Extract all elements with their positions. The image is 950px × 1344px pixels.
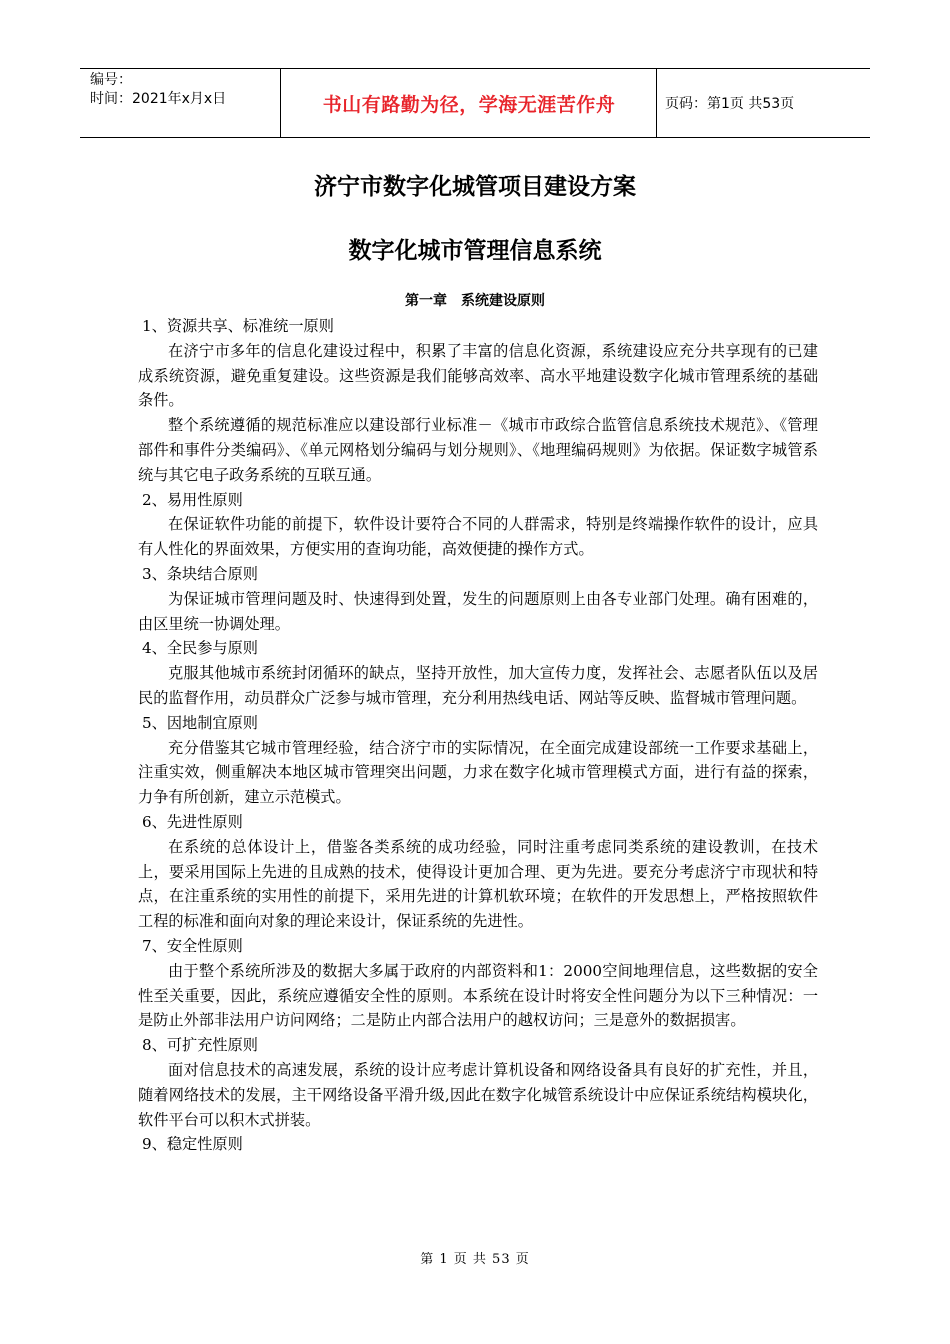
- number-label: 编号：: [90, 72, 132, 88]
- paragraph: 整个系统遵循的规范标准应以建设部行业标准－《城市市政综合监管信息系统技术规范》、《管理部件和事件分类编码》、《单元网格划分编码与划分规则》、《地理编码规则》为依据。保证数字城管系统与其它电子政务系统的互联互通。: [138, 416, 818, 484]
- section-2: [138, 488, 818, 562]
- chapter-heading: 第一章 系统建设原则: [405, 293, 545, 309]
- paragraph: 为保证城市管理问题及时、快速得到处置，发生的问题原则上由各专业部门处理。确有困难的，由区里统一协调处理。: [138, 589, 818, 633]
- paragraph: 由于整个系统所涉及的数据大多属于政府的内部资料和1：2000空间地理信息，这些数据的安全性至关重要，因此，系统应遵循安全性的原则。本系统在设计时将安全性问题分为以下三种情况：一是防止外部非法用户访问网络；二是防止内部合法用户的越权访问；三是意外的数据损害。: [138, 961, 818, 1030]
- section-heading: 3、条块结合原则: [142, 564, 258, 583]
- section-7: [138, 934, 818, 1033]
- section-8: [138, 1033, 818, 1132]
- section-1: [138, 314, 818, 488]
- document-subtitle: 数字化城市管理信息系统: [348, 238, 602, 264]
- document-title: 济宁市数字化城管项目建设方案: [314, 174, 636, 200]
- section-9: [138, 1132, 818, 1157]
- section-heading: 5、因地制宜原则: [142, 713, 258, 732]
- paragraph: 在保证软件功能的前提下，软件设计要符合不同的人群需求，特别是终端操作软件的设计，应具有人性化的界面效果，方便实用的查询功能，高效便捷的操作方式。: [138, 515, 818, 559]
- section-3: [138, 562, 818, 636]
- paragraph: 面对信息技术的高速发展，系统的设计应考虑计算机设备和网络设备具有良好的扩充性，并且，随着网络技术的发展，主干网络设备平滑升级,因此在数字化城管系统设计中应保证系统结构模块化，软件平台可以积木式拼装。: [138, 1060, 818, 1129]
- page-footer: 第 1 页 共 53 页: [420, 1252, 530, 1267]
- section-6: [138, 810, 818, 934]
- paragraph: 克服其他城市系统封闭循环的缺点，坚持开放性，加大宣传力度，发挥社会、志愿者队伍以及居民的监督作用，动员群众广泛参与城市管理，充分利用热线电话、网站等反映、监督城市管理问题。: [138, 664, 818, 707]
- header-slogan: 书山有路勤为径，学海无涯苦作舟: [282, 69, 657, 137]
- header-meta: [80, 69, 281, 137]
- document-body: [138, 314, 818, 1157]
- section-4: [138, 636, 818, 710]
- header-page-info: 页码：第1页 共53页: [665, 96, 795, 112]
- paragraph: 在济宁市多年的信息化建设过程中，积累了丰富的信息化资源，系统建设应充分共享现有的已建成系统资源，避免重复建设。这些资源是我们能够高效率、高水平地建设数字化城市管理系统的基础条件。: [138, 341, 818, 410]
- section-heading: 2、易用性原则: [142, 490, 243, 509]
- section-heading: 7、安全性原则: [142, 936, 243, 955]
- section-heading: 9、稳定性原则: [142, 1135, 243, 1154]
- paragraph: 充分借鉴其它城市管理经验，结合济宁市的实际情况，在全面完成建设部统一工作要求基础上，注重实效，侧重解决本地区城市管理突出问题，力求在数字化城市管理模式方面，进行有益的探索，力争有所创新，建立示范模式。: [138, 738, 818, 807]
- section-heading: 8、可扩充性原则: [142, 1036, 258, 1055]
- section-heading: 6、先进性原则: [142, 812, 243, 831]
- header-table: [80, 68, 870, 138]
- section-5: [138, 711, 818, 810]
- time-label: 时间：2021年x月x日: [90, 91, 227, 107]
- section-heading: 1、资源共享、标准统一原则: [142, 317, 334, 335]
- section-heading: 4、全民参与原则: [142, 639, 258, 658]
- paragraph: 在系统的总体设计上，借鉴各类系统的成功经验，同时注重考虑同类系统的建设教训，在技术上，要采用国际上先进的且成熟的技术，使得设计更加合理、更为先进。要充分考虑济宁市现状和特点，在注重系统的实用性的前提下，采用先进的计算机软环境；在软件的开发思想上，严格按照软件工程的标准和面向对象的理论来设计，保证系统的先进性。: [138, 837, 818, 931]
